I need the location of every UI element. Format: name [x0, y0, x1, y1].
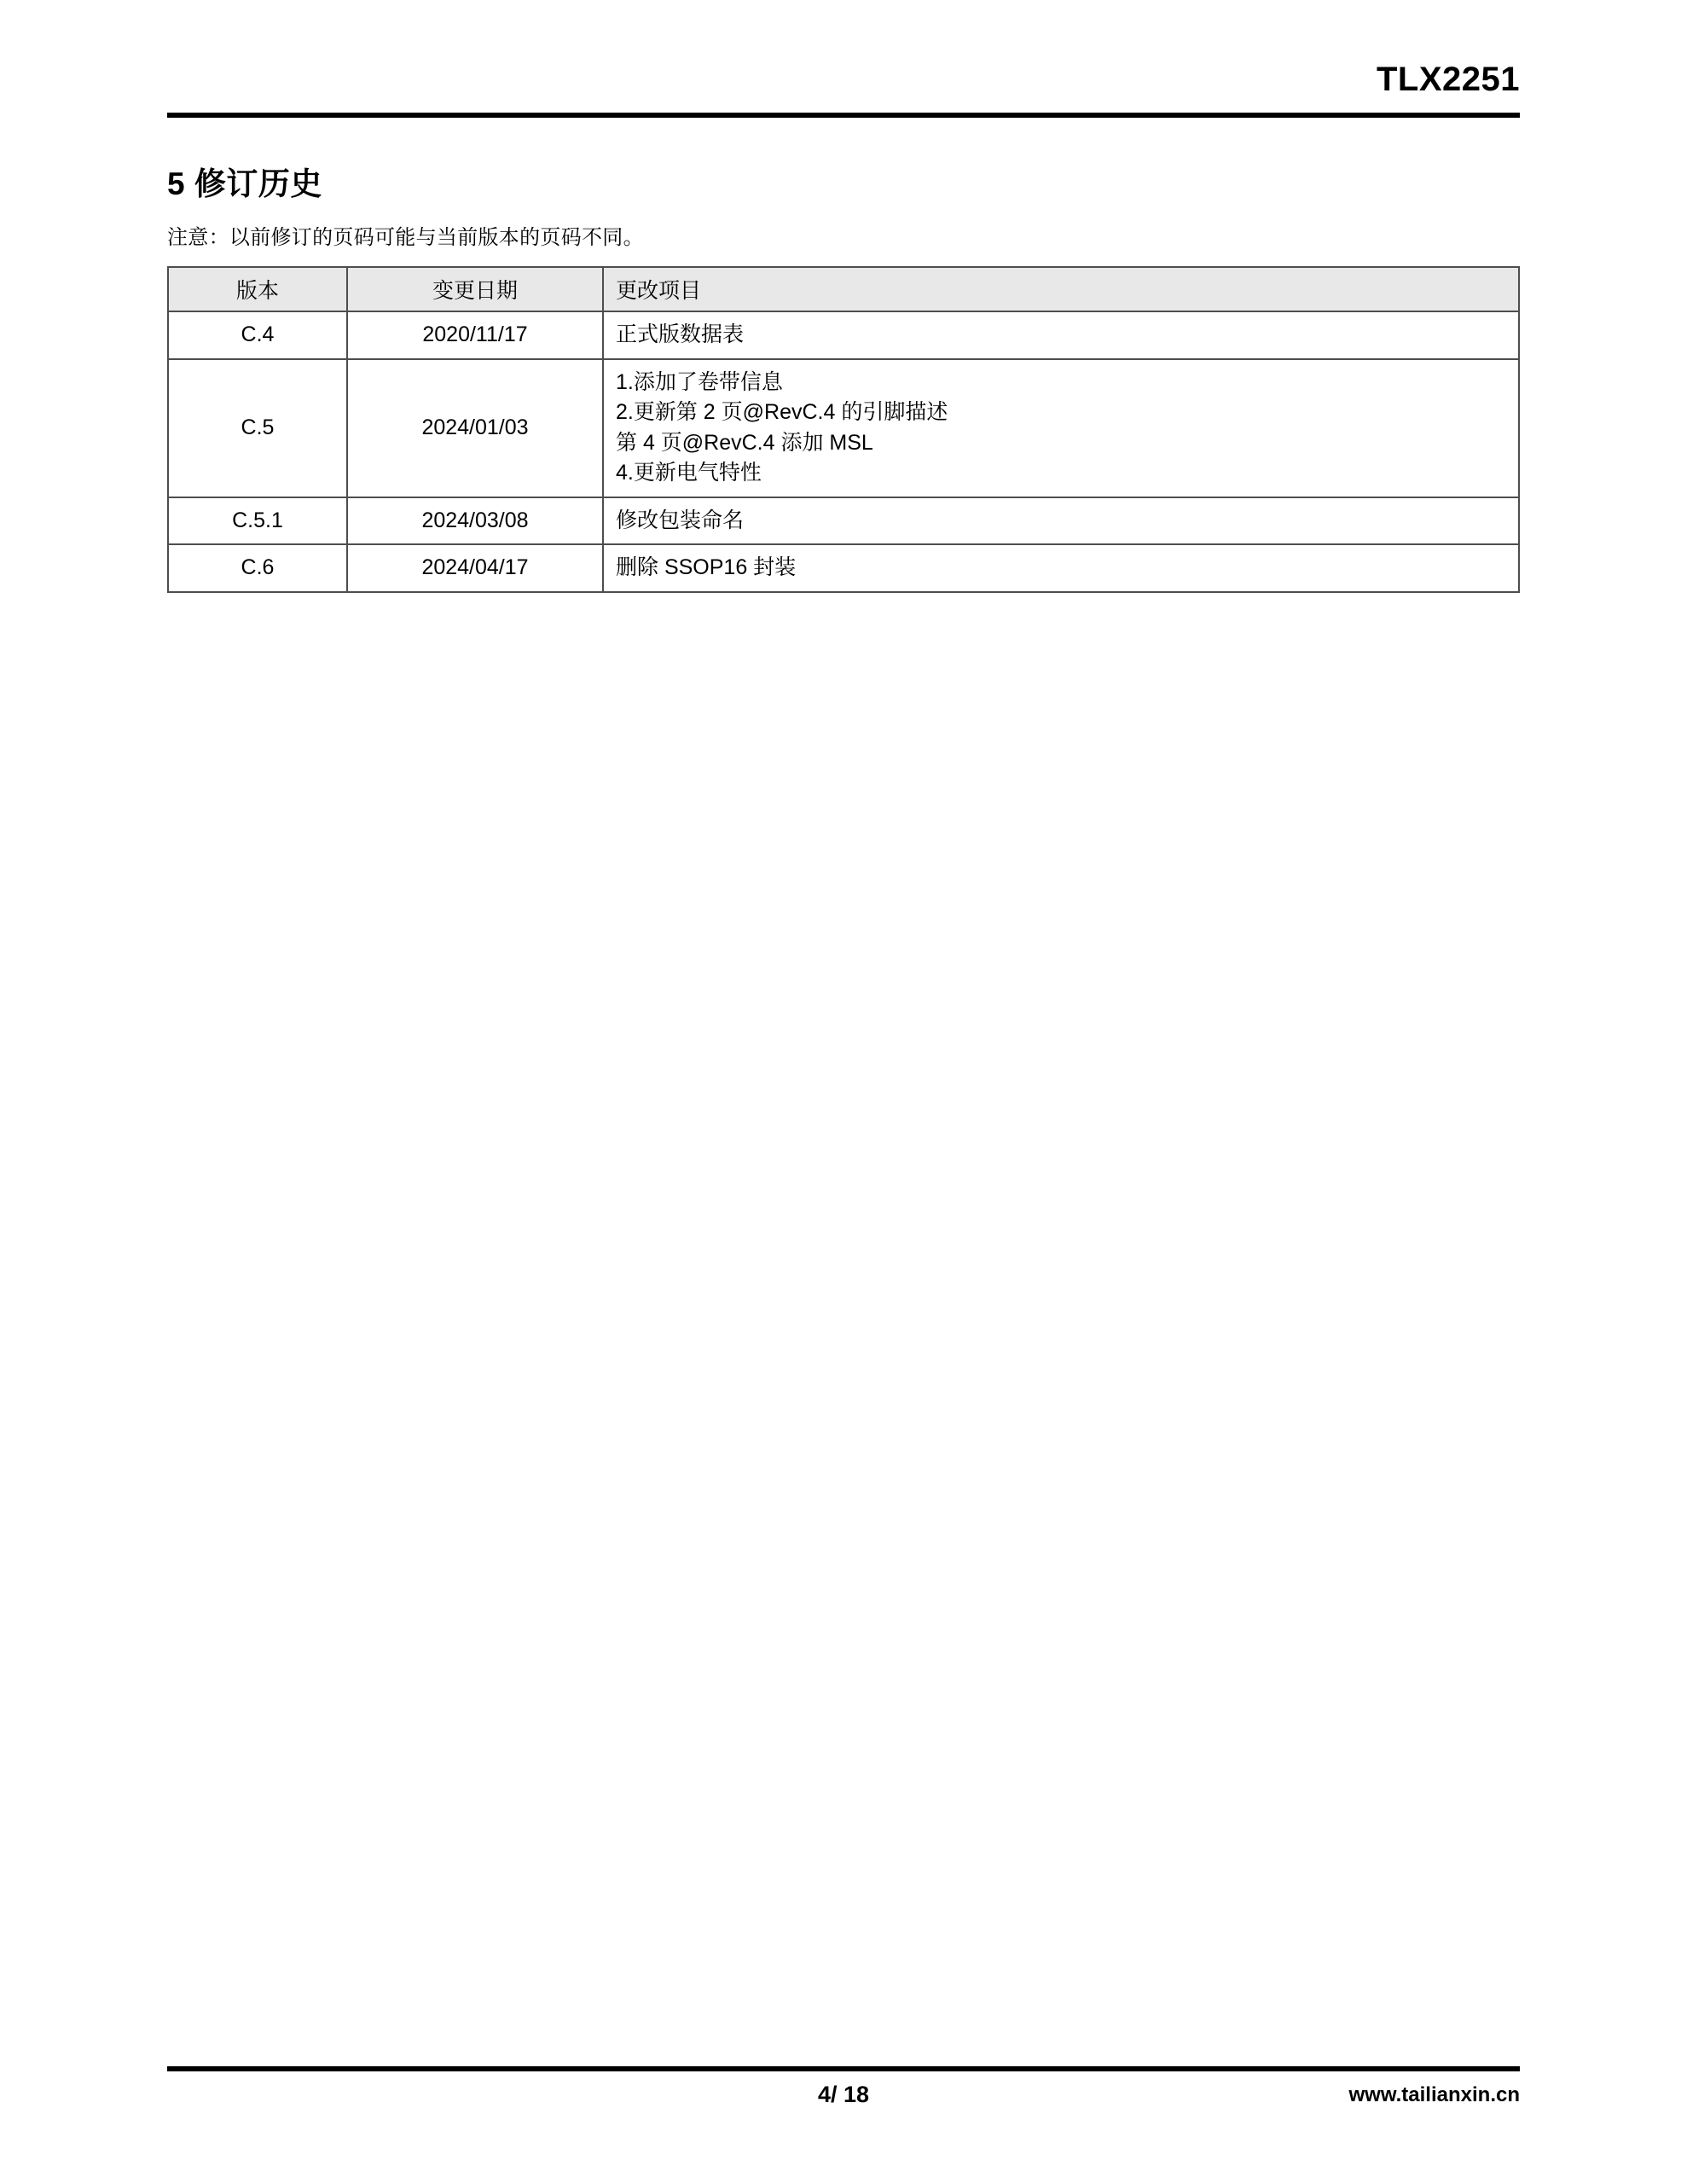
change-item: 第 4 页@RevC.4 添加 MSL	[616, 430, 873, 455]
table-header	[168, 267, 1519, 311]
change-item: 4.更新电气特性	[616, 461, 762, 485]
change-item: 1.添加了卷带信息	[616, 369, 783, 394]
table-row	[168, 311, 1519, 359]
page-header	[167, 60, 1520, 111]
column-header-date: 变更日期	[347, 267, 603, 311]
website-link[interactable]: www.tailianxin.cn	[1348, 2083, 1520, 2106]
cell-items	[603, 544, 1519, 592]
cell-items	[603, 497, 1519, 545]
cell-items	[603, 359, 1519, 497]
cell-date: 2024/01/03	[347, 359, 603, 497]
cell-date: 2020/11/17	[347, 311, 603, 359]
table-row	[168, 544, 1519, 592]
column-header-items: 更改项目	[603, 267, 1519, 311]
table-header-row	[168, 267, 1519, 311]
page-footer	[167, 2066, 1520, 2117]
cell-date: 2024/04/17	[347, 544, 603, 592]
cell-version: C.5.1	[168, 497, 347, 545]
section-note: 注意：以前修订的页码可能与当前版本的页码不同。	[167, 226, 644, 249]
cell-version: C.6	[168, 544, 347, 592]
page-number: 4/ 18	[817, 2082, 870, 2107]
cell-date: 2024/03/08	[347, 497, 603, 545]
table-row	[168, 359, 1519, 497]
header-divider	[167, 113, 1520, 118]
cell-items	[603, 311, 1519, 359]
cell-version: C.4	[168, 311, 347, 359]
change-item: 正式版数据表	[616, 322, 745, 346]
section-heading: 5 修订历史	[167, 166, 322, 201]
footer-divider	[167, 2066, 1520, 2071]
column-header-version: 版本	[168, 267, 347, 311]
part-number-title: TLX2251	[1376, 61, 1520, 98]
table-body	[168, 311, 1519, 592]
cell-version: C.5	[168, 359, 347, 497]
change-item: 删除 SSOP16 封装	[616, 555, 797, 579]
table-row	[168, 497, 1519, 545]
change-item: 2.更新第 2 页@RevC.4 的引脚描述	[616, 400, 948, 424]
change-item: 修改包装命名	[616, 508, 745, 532]
revision-history-table	[167, 266, 1520, 593]
